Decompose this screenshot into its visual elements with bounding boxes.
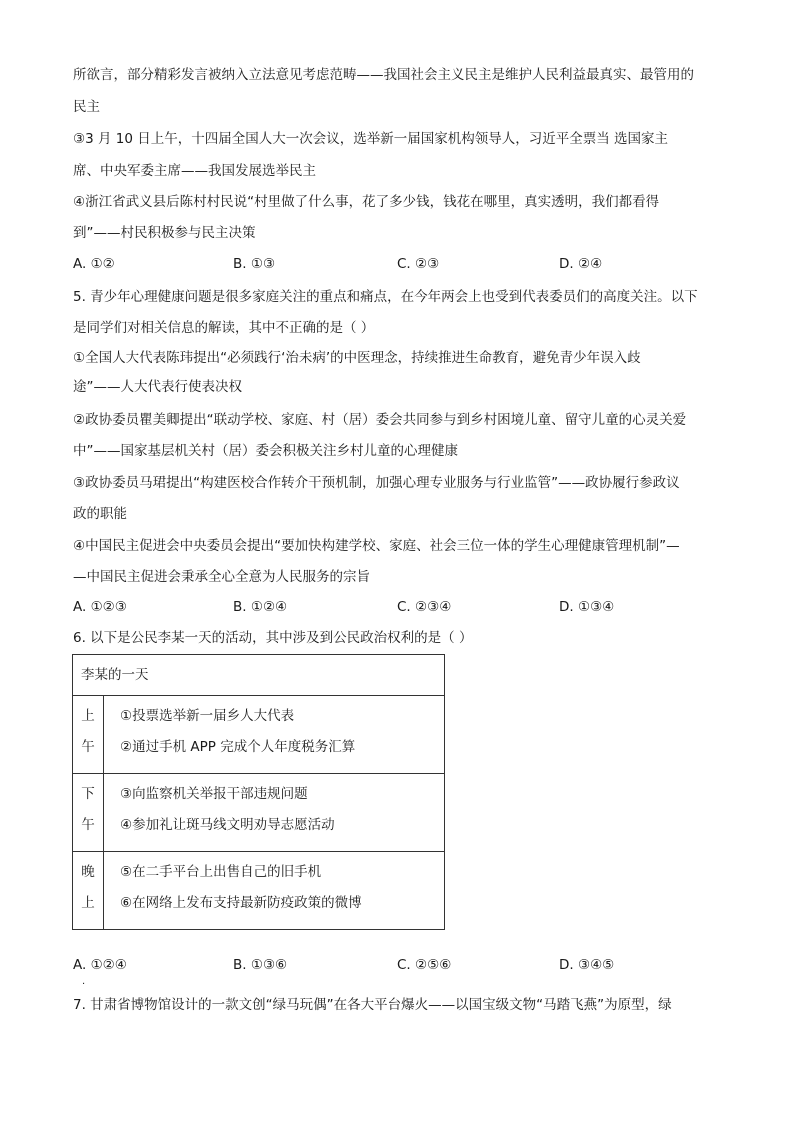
period-char: 晚 [81, 864, 95, 880]
q4-text-line: ④浙江省武义县后陈村村民说“村里做了什么事，花了多少钱，钱花在哪里，真实透明，我们都看得 [73, 194, 660, 210]
activity-table [72, 654, 445, 930]
q4-option-b: B. ①③ [233, 256, 276, 272]
activity-item: ⑤在二手平台上出售自己的旧手机 [120, 864, 322, 880]
q6-stem: 6. 以下是公民李某一天的活动，其中涉及到公民政治权利的是（ ） [73, 630, 473, 646]
q6-option-a: A. ①②④ [73, 957, 127, 973]
activities-cell [104, 852, 445, 930]
q5-text-line: —中国民主促进会秉承全心全意为人民服务的宗旨 [73, 569, 370, 585]
period-cell [73, 852, 104, 930]
q5-text-line: 途”——人大代表行使表决权 [73, 379, 242, 395]
q5-option-a: A. ①②③ [73, 599, 127, 615]
activity-item: ②通过手机 APP 完成个人年度税务汇算 [120, 739, 356, 755]
activities-cell [104, 774, 445, 852]
table-row [73, 852, 445, 930]
q5-option-b: B. ①②④ [233, 599, 288, 615]
q6-option-c: C. ②⑤⑥ [397, 957, 452, 973]
table-row [73, 774, 445, 852]
q6-option-b: B. ①③⑥ [233, 957, 288, 973]
q5-text-line: ③政协委员马珺提出“构建医校合作转介干预机制，加强心理专业服务与行业监管”——政协履行参政议 [73, 475, 680, 491]
q5-text-line: 中”——国家基层机关村（居）委会积极关注乡村儿童的心理健康 [73, 443, 458, 459]
stray-mark: . [82, 976, 86, 987]
period-char: 上 [81, 708, 95, 724]
activity-item: ④参加礼让斑马线文明劝导志愿活动 [120, 817, 335, 833]
period-cell [73, 696, 104, 774]
q5-stem-line: 5. 青少年心理健康问题是很多家庭关注的重点和痛点，在今年两会上也受到代表委员们的高度关注。以下 [73, 289, 698, 305]
q4-text-line: ③3 月 10 日上午，十四届全国人大一次会议，选举新一届国家机构领导人，习近平全票当 选国家主 [73, 131, 669, 147]
period-char: 午 [81, 817, 95, 833]
period-char: 下 [81, 786, 95, 802]
activity-item: ③向监察机关举报干部违规问题 [120, 786, 308, 802]
q5-text-line: ④中国民主促进会中央委员会提出“要加快构建学校、家庭、社会三位一体的学生心理健康管理机制”— [73, 538, 680, 554]
q4-text-line: 席、中央军委主席——我国发展选举民主 [73, 163, 316, 179]
q4-text-line: 到”——村民积极参与民主决策 [73, 225, 256, 241]
q5-text-line: ②政协委员瞿美卿提出“联动学校、家庭、村（居）委会共同参与到乡村困境儿童、留守儿童的心灵关爱 [73, 412, 687, 428]
activities-cell [104, 696, 445, 774]
q5-stem-line: 是同学们对相关信息的解读，其中不正确的是（ ） [73, 320, 375, 336]
table-header: 李某的一天 [73, 655, 445, 696]
q5-text-line: 政的职能 [73, 506, 127, 522]
activity-item: ⑥在网络上发布支持最新防疫政策的微博 [120, 895, 362, 911]
q4-text-line: 民主 [73, 99, 100, 115]
q7-stem-line: 7. 甘肃省博物馆设计的一款文创“绿马玩偶”在各大平台爆火——以国宝级文物“马踏飞燕”为原型，绿 [73, 997, 672, 1013]
activity-item: ①投票选举新一届乡人大代表 [120, 708, 295, 724]
period-char: 午 [81, 739, 95, 755]
q5-text-line: ①全国人大代表陈玮提出“必须践行‘治未病’的中医理念，持续推进生命教育，避免青少年误入歧 [73, 350, 641, 366]
q5-option-d: D. ①③④ [559, 599, 615, 615]
q4-text-line: 所欲言，部分精彩发言被纳入立法意见考虑范畴——我国社会主义民主是维护人民利益最真实、最管用的 [73, 67, 694, 83]
period-char: 上 [81, 895, 95, 911]
period-cell [73, 774, 104, 852]
q6-option-d: D. ③④⑤ [559, 957, 615, 973]
q4-option-d: D. ②④ [559, 256, 603, 272]
q4-option-a: A. ①② [73, 256, 115, 272]
table-row [73, 696, 445, 774]
q5-option-c: C. ②③④ [397, 599, 452, 615]
q4-option-c: C. ②③ [397, 256, 440, 272]
